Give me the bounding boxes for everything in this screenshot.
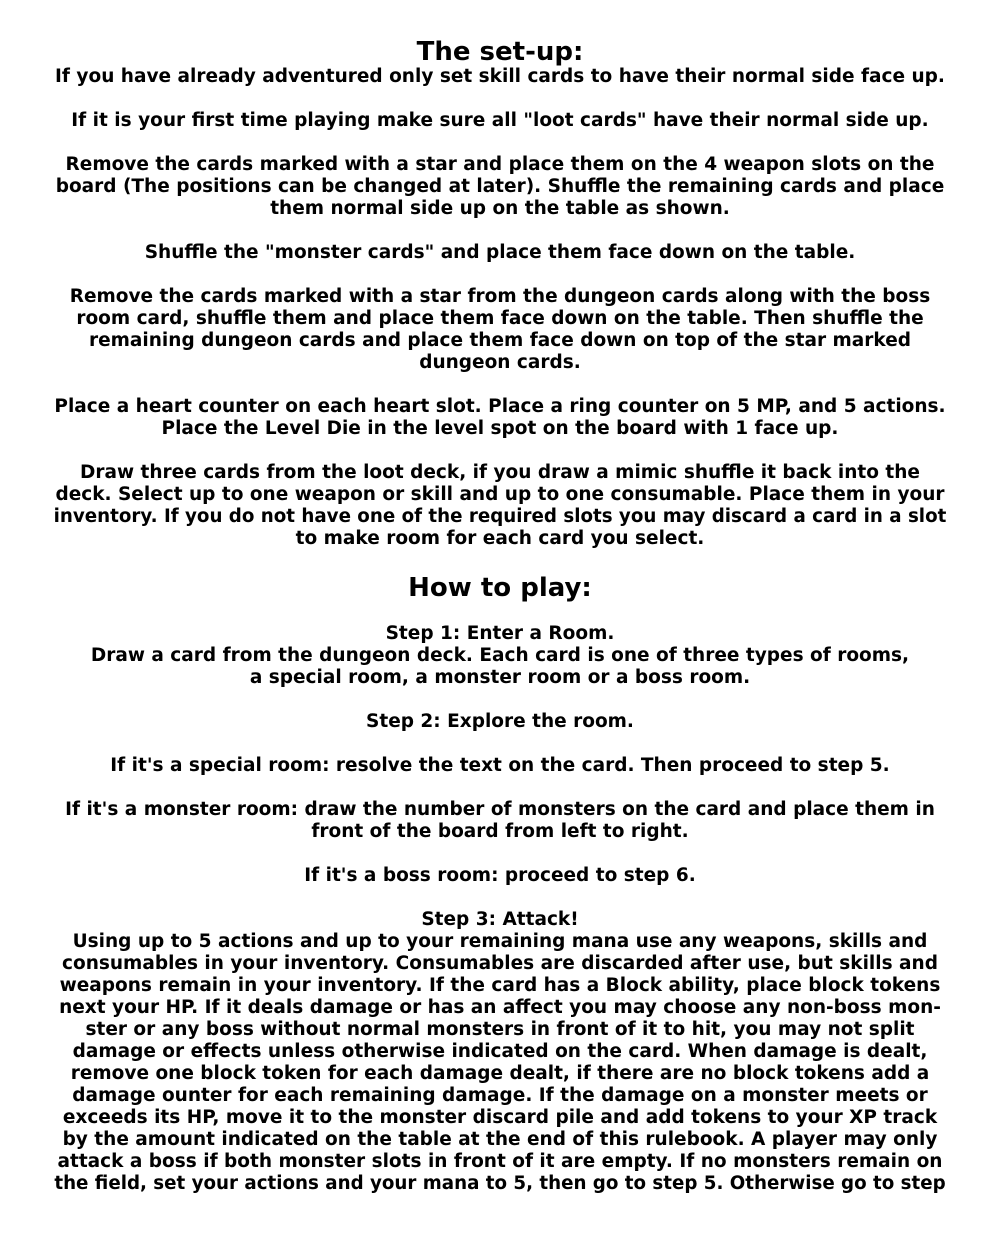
setup-p4-line-1: Shuffle the "monster cards" and place them face down on the table. [144, 242, 856, 263]
setup-p7-line-3: inventory. If you do not have one of the required slots you may discard a card in a slot [53, 506, 947, 527]
how-to-play-title: How to play: [408, 573, 592, 603]
setup-p3-line-2: board (The positions can be changed at later). Shuffle the remaining cards and place [55, 176, 945, 197]
special-room-paragraph [50, 755, 950, 777]
step-2-heading: Step 2: Explore the room. [366, 711, 634, 732]
setup-p6-line-1: Place a heart counter on each heart slot. Place a ring counter on 5 MP, and 5 actions. [54, 396, 946, 417]
step-1-line-1: Draw a card from the dungeon deck. Each card is one of three types of rooms, [90, 645, 910, 666]
step-3-line-4: next your HP. If it deals damage or has an affect you may choose any non-boss mon- [59, 997, 941, 1018]
step-2-paragraph [50, 711, 950, 733]
step-1-heading: Step 1: Enter a Room. [385, 623, 615, 644]
step-3-line-5: ster or any boss without normal monsters in front of it to hit, you may not split [85, 1019, 915, 1040]
monster-room-line-2: front of the board from left to right. [311, 821, 689, 842]
boss-room-line-1: If it's a boss room: proceed to step 6. [304, 865, 696, 886]
setup-paragraph-3 [50, 154, 950, 220]
step-3-line-3: weapons remain in your inventory. If the card has a Block ability, place block tokens [59, 975, 941, 996]
setup-p7-line-2: deck. Select up to one weapon or skill and up to one consumable. Place them in your [55, 484, 945, 505]
step-3-paragraph [50, 909, 950, 1195]
setup-p7-line-1: Draw three cards from the loot deck, if you draw a mimic shuffle it back into the [80, 462, 920, 483]
setup-p3-line-1: Remove the cards marked with a star and place them on the 4 weapon slots on the [65, 154, 935, 175]
setup-p7-line-4: to make room for each card you select. [295, 528, 705, 549]
setup-paragraph-2 [50, 110, 950, 132]
setup-p3-line-3: them normal side up on the table as shown. [270, 198, 730, 219]
step-3-line-9: exceeds its HP, move it to the monster discard pile and add tokens to your XP track [62, 1107, 938, 1128]
monster-room-line-1: If it's a monster room: draw the number of monsters on the card and place them in [65, 799, 935, 820]
boss-room-paragraph [50, 865, 950, 887]
setup-p5-line-4: dungeon cards. [419, 352, 581, 373]
step-3-line-1: Using up to 5 actions and up to your remaining mana use any weapons, skills and [72, 931, 928, 952]
setup-title: The set-up: [416, 37, 584, 67]
setup-p5-line-2: room card, shuffle them and place them face down on the table. Then shuffle the [76, 308, 924, 329]
setup-p1-line-1: If you have already adventured only set skill cards to have their normal side face up. [55, 66, 945, 87]
setup-p6-line-2: Place the Level Die in the level spot on the board with 1 face up. [161, 418, 839, 439]
setup-paragraph-1 [50, 66, 950, 88]
step-3-heading: Step 3: Attack! [421, 909, 579, 930]
step-1-line-2: a special room, a monster room or a boss room. [249, 667, 751, 688]
setup-paragraph-4 [50, 242, 950, 264]
step-3-line-10: by the amount indicated on the table at the end of this rulebook. A player may only [62, 1129, 938, 1150]
special-room-line-1: If it's a special room: resolve the text on the card. Then proceed to step 5. [110, 755, 890, 776]
step-3-line-6: damage or effects unless otherwise indicated on the card. When damage is dealt, [72, 1041, 928, 1062]
setup-p5-line-1: Remove the cards marked with a star from the dungeon cards along with the boss [69, 286, 931, 307]
step-3-line-8: damage ounter for each remaining damage. If the damage on a monster meets or [72, 1085, 928, 1106]
setup-paragraph-5 [50, 286, 950, 374]
step-3-line-12: the field, set your actions and your mana to 5, then go to step 5. Otherwise go to step [54, 1173, 946, 1194]
setup-p2-line-1: If it is your first time playing make sure all "loot cards" have their normal side up. [71, 110, 929, 131]
step-1-paragraph [50, 623, 950, 689]
setup-paragraph-7 [50, 462, 950, 550]
step-3-line-2: consumables in your inventory. Consumables are discarded after use, but skills and [62, 953, 938, 974]
step-3-line-11: attack a boss if both monster slots in front of it are empty. If no monsters remain on [57, 1151, 943, 1172]
setup-p5-line-3: remaining dungeon cards and place them face down on top of the star marked [88, 330, 912, 351]
monster-room-paragraph [50, 799, 950, 843]
setup-paragraph-6 [50, 396, 950, 440]
step-3-line-7: remove one block token for each damage dealt, if there are no block tokens add a [70, 1063, 930, 1084]
